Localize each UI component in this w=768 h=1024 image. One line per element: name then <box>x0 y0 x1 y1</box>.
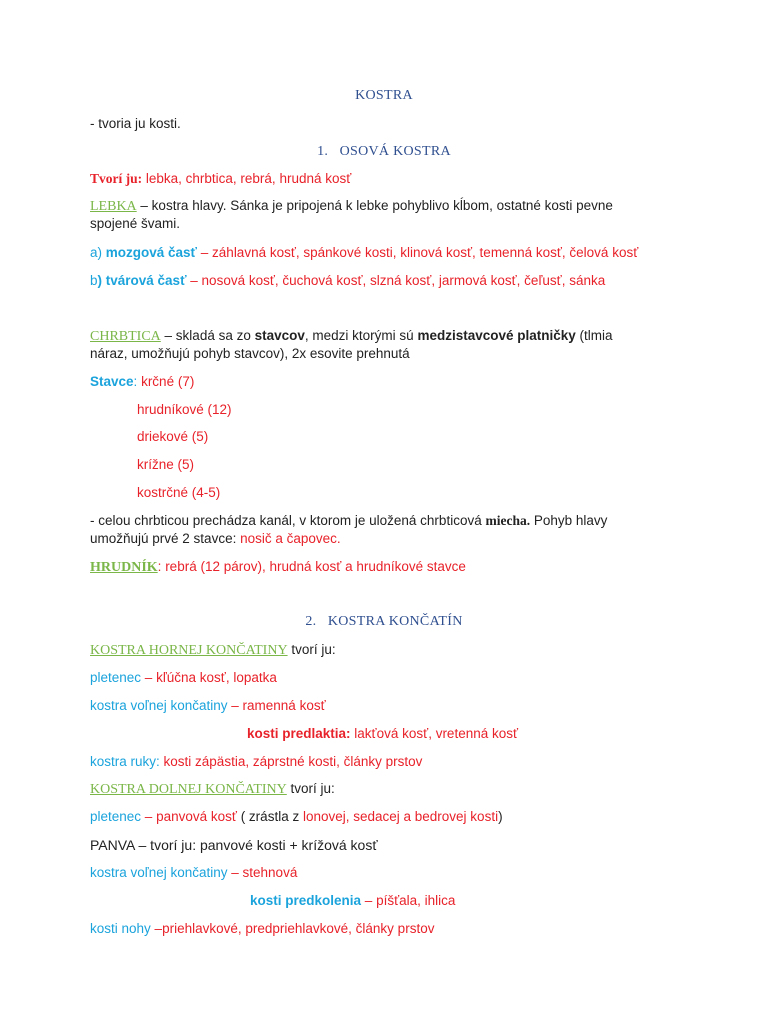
stavce-line: Stavce: krčné (7) <box>90 374 195 389</box>
stavce-item: krížne (5) <box>137 457 195 472</box>
dolna-line: KOSTRA DOLNEJ KONČATINY tvorí ju: <box>90 781 335 797</box>
horna-line: KOSTRA HORNEJ KONČATINY tvorí ju: <box>90 642 336 658</box>
lebka-line-2: spojené švami. <box>90 216 181 231</box>
noha-line: kosti nohy –priehlavkové, predpriehlavkové, články prstov <box>90 921 435 936</box>
d-pletenec-line: pletenec – panvová kosť ( zrástla z lonovej, sedacej a bedrovej kosti) <box>90 809 503 824</box>
mozgova-line: a) mozgová časť – záhlavná kosť, spánkové kosti, klinová kosť, temenná kosť, čelová kosť <box>90 245 639 260</box>
ruka-line: kostra ruky: kosti zápästia, záprstné kosti, články prstov <box>90 754 423 769</box>
horna-label: KOSTRA HORNEJ KONČATINY <box>90 643 288 658</box>
chrbtica-label: CHRBTICA <box>90 329 161 344</box>
tvori-line: Tvorí ju: lebka, chrbtica, rebrá, hrudná kosť <box>90 171 352 186</box>
predlaktie-line: kosti predlaktia: lakťová kosť, vretenná kosť <box>247 726 519 741</box>
d-volna-line: kostra voľnej končatiny – stehnová <box>90 865 298 880</box>
intro-text: - tvoria ju kosti. <box>90 116 181 131</box>
kanal-line-2: umožňujú prvé 2 stavce: nosič a čapovec. <box>90 531 341 546</box>
hrudnik-line: HRUDNÍK: rebrá (12 párov), hrudná kosť a hrudníkové stavce <box>90 559 466 575</box>
tvarova-line: b) tvárová časť – nosová kosť, čuchová kosť, slzná kosť, jarmová kosť, čeľusť, sánka <box>90 273 606 288</box>
panva-line: PANVA – tvorí ju: panvové kosti + krížová kosť <box>90 837 378 853</box>
lebka-label: LEBKA <box>90 199 137 214</box>
h-pletenec-line: pletenec – kľúčna kosť, lopatka <box>90 670 277 685</box>
hrudnik-label: HRUDNÍK <box>90 560 158 575</box>
stavce-item: driekové (5) <box>137 429 209 444</box>
kanal-line-1: - celou chrbticou prechádza kanál, v ktorom je uložená chrbticová miecha. Pohyb hlavy <box>90 513 608 528</box>
page-title: KOSTRA <box>355 88 413 103</box>
predkolenie-line: kosti predkolenia – píšťala, ihlica <box>250 893 456 908</box>
chrbtica-line-1: CHRBTICA – skladá sa zo stavcov, medzi ktorými sú medzistavcové platničky (tlmia <box>90 328 613 344</box>
dolna-label: KOSTRA DOLNEJ KONČATINY <box>90 782 287 797</box>
stavce-item: kostrčné (4-5) <box>137 485 221 500</box>
section-heading-koncatin: 2. KOSTRA KONČATÍN <box>305 614 463 629</box>
section-heading-osova: 1. OSOVÁ KOSTRA <box>317 144 451 159</box>
h-volna-line: kostra voľnej končatiny – ramenná kosť <box>90 698 326 713</box>
chrbtica-line-2: náraz, umožňujú pohyb stavcov), 2x esovite prehnutá <box>90 346 410 361</box>
stavce-item: hrudníkové (12) <box>137 402 232 417</box>
lebka-line-1: LEBKA – kostra hlavy. Sánka je pripojená k lebke pohyblivo kĺbom, ostatné kosti pevne <box>90 198 613 214</box>
